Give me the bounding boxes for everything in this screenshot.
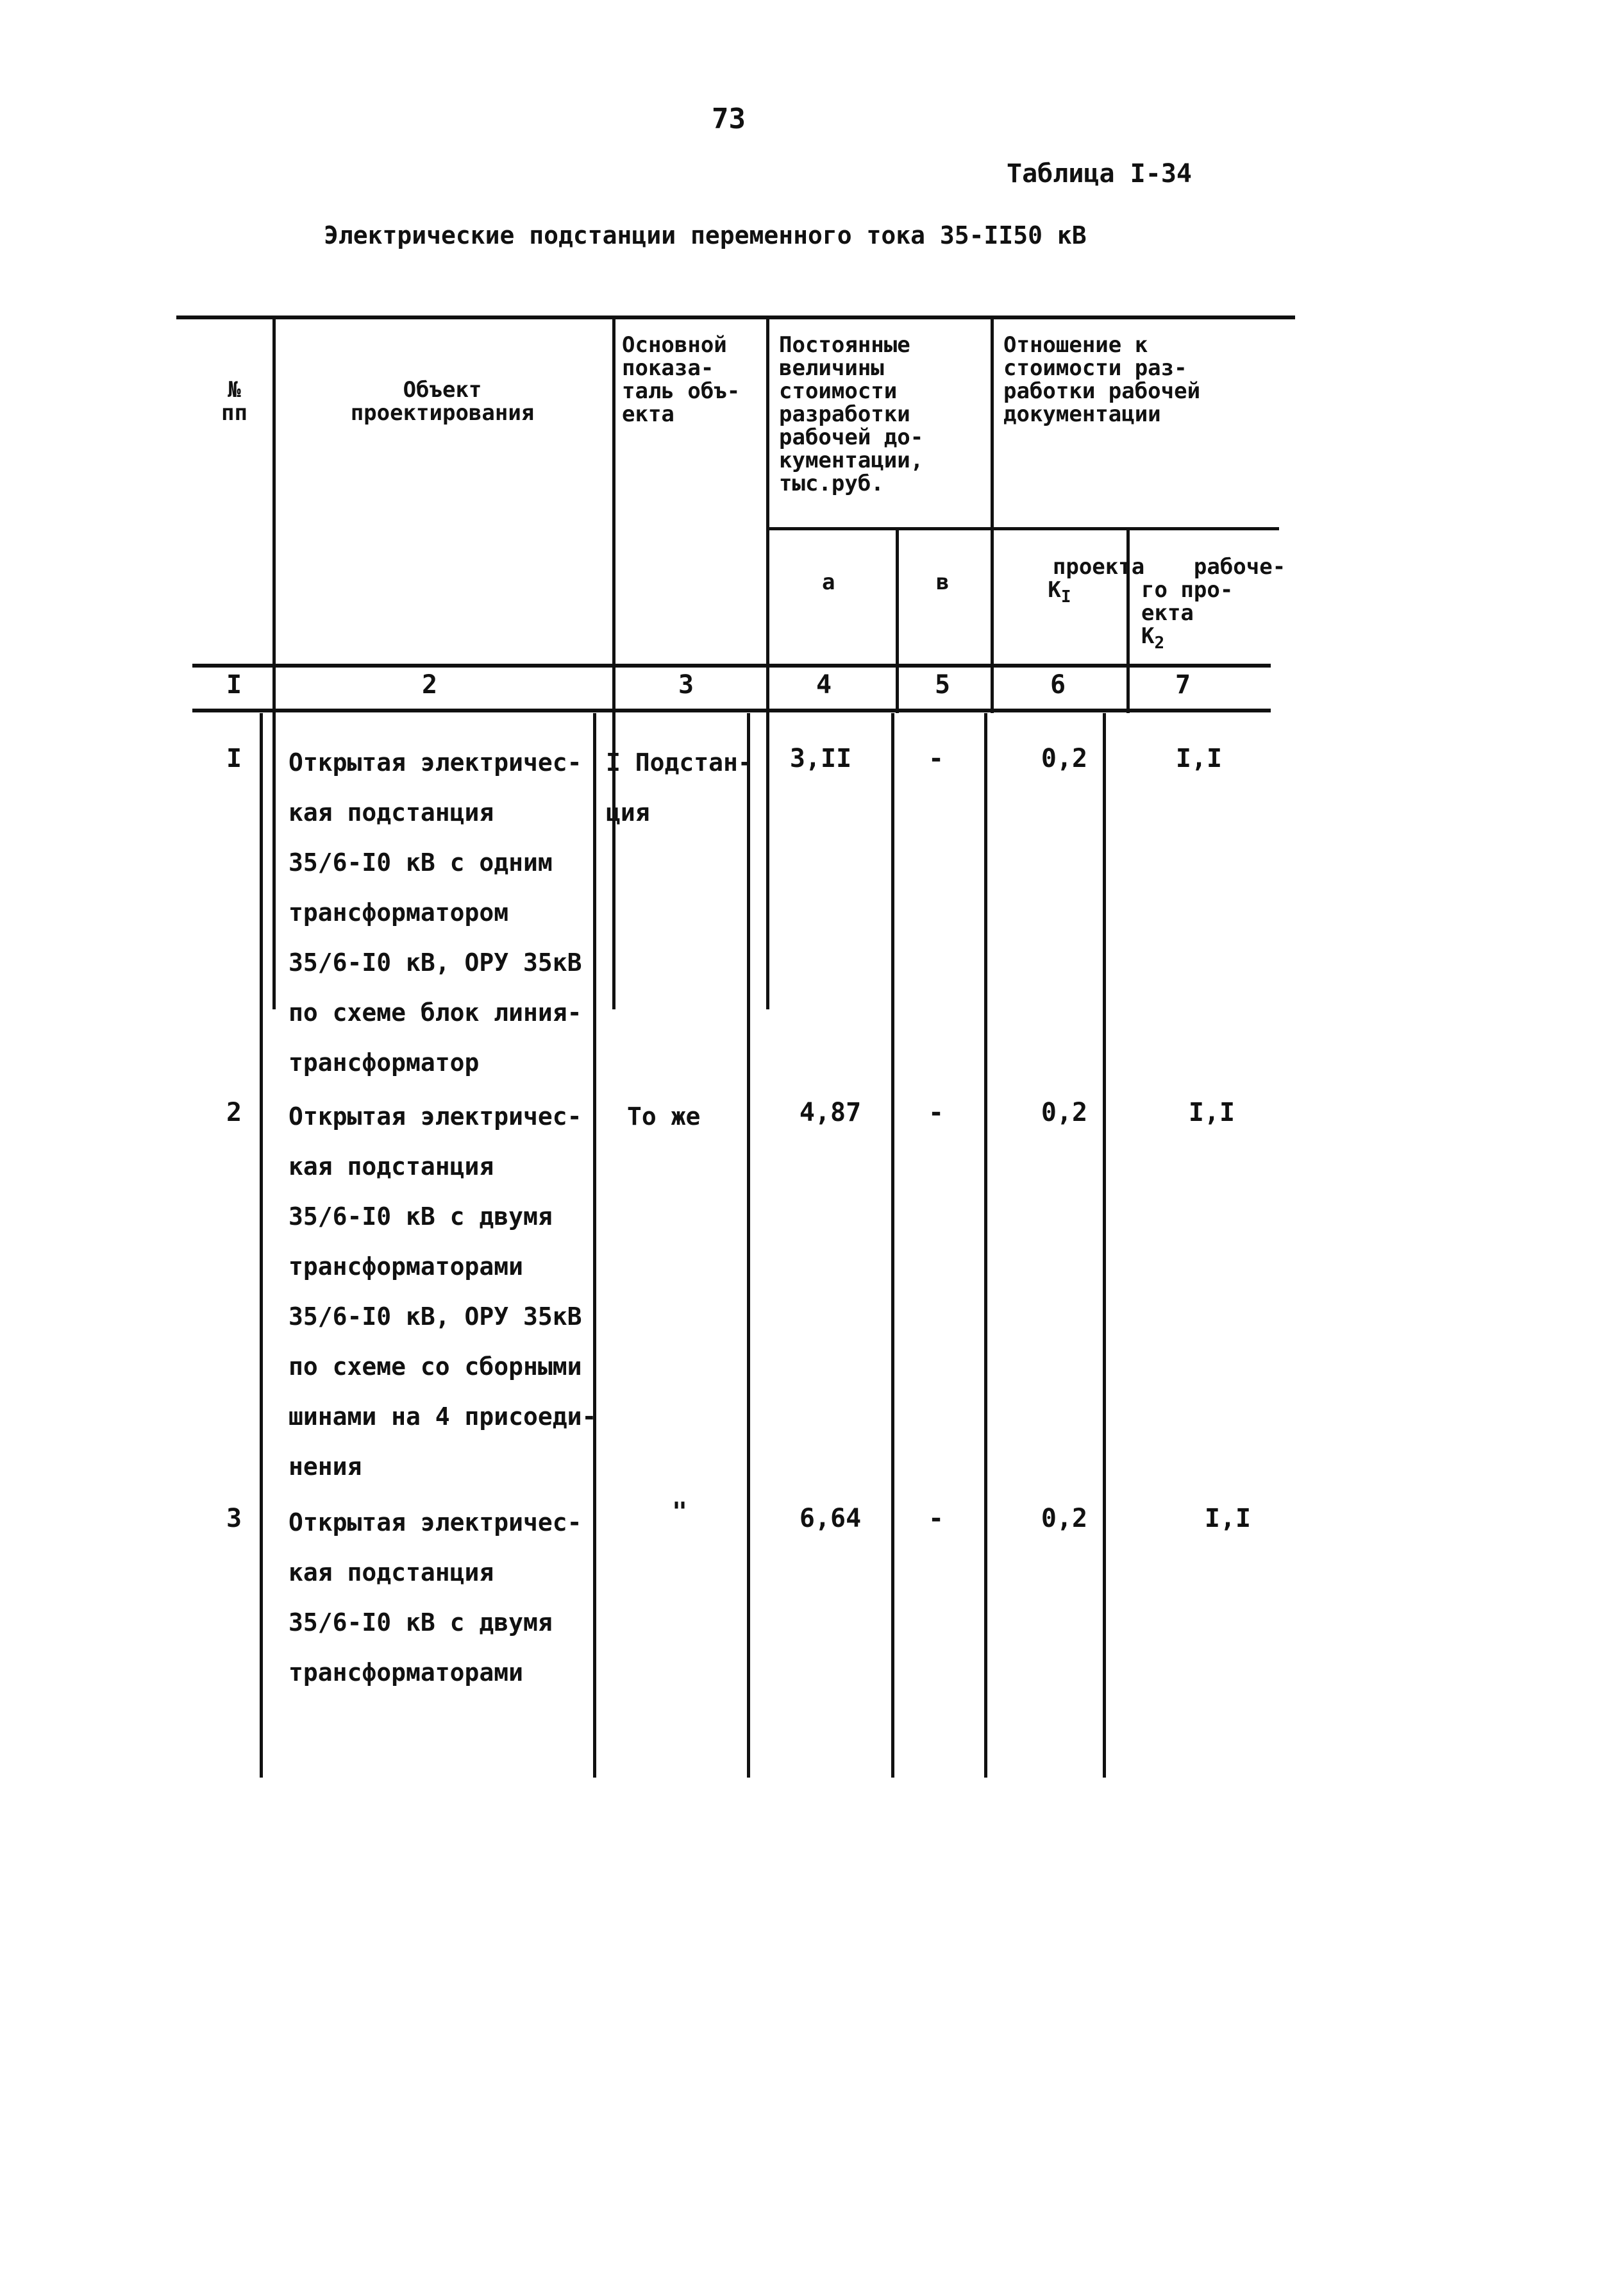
row-value-a: 4,87: [799, 1098, 862, 1127]
header-indicator: Основной показа- таль объ- екта: [622, 332, 741, 427]
row-k1: 0,2: [1041, 1504, 1088, 1533]
table-top-rule: [176, 316, 1295, 319]
row-k2: I,I: [1188, 1098, 1235, 1127]
row-indicator: I Подстан- ция: [606, 748, 753, 827]
header-col-working-project: [1141, 532, 1285, 678]
header-col-a: а: [822, 569, 835, 595]
subheader-rule: [766, 527, 1279, 530]
row-number: 2: [226, 1098, 242, 1127]
header-number: № пп: [221, 377, 247, 426]
header-col-working-project-text: рабоче- го про- екта К: [1141, 554, 1286, 649]
body-divider-6: [1103, 713, 1106, 1778]
col-divider-2: [612, 316, 615, 1009]
row-object: Открытая электричес- кая подстанция 35/6-I0 кВ с двумя трансформаторами: [289, 1508, 582, 1687]
col-divider-1: [272, 316, 276, 1009]
header-col-project: [1000, 532, 1145, 632]
body-divider-5: [984, 713, 987, 1778]
body-divider-1: [260, 713, 263, 1778]
row-k2: I,I: [1175, 744, 1223, 773]
column-number-6: 6: [1050, 670, 1066, 700]
header-col-working-project-sub: 2: [1154, 633, 1165, 653]
row-indicator: То же: [627, 1102, 701, 1131]
header-bottom-rule: [192, 664, 1271, 668]
row-number: I: [226, 744, 242, 773]
row-value-a: 3,II: [789, 744, 852, 773]
column-number-4: 4: [816, 670, 832, 700]
row-value-b: -: [928, 744, 944, 773]
body-divider-3: [747, 713, 750, 1778]
header-col-b: в: [936, 569, 950, 595]
column-number-3: 3: [678, 670, 694, 700]
numbers-bottom-rule: [192, 709, 1271, 712]
row-value-a: 6,64: [799, 1504, 862, 1533]
body-divider-4: [891, 713, 894, 1778]
row-number: 3: [226, 1504, 242, 1533]
row-object: Открытая электричес- кая подстанция 35/6-I0 кВ с двумя трансформаторами 35/6-I0 кВ, ОРУ 35кВ по схеме со сборными шинами на 4 присоеди- нения: [289, 1102, 597, 1481]
row-value-b: -: [928, 1098, 944, 1127]
column-number-7: 7: [1175, 670, 1191, 700]
header-object: Объект проектирования: [350, 377, 535, 426]
row-indicator: ": [671, 1497, 688, 1527]
header-col-project-text: проекта К: [1048, 554, 1145, 603]
row-k1: 0,2: [1041, 744, 1088, 773]
header-col-project-sub: I: [1060, 587, 1071, 607]
row-k2: I,I: [1204, 1504, 1251, 1533]
row-k1: 0,2: [1041, 1098, 1088, 1127]
col-divider-5: [991, 316, 994, 713]
table-caption: Таблица I-34: [1007, 159, 1192, 189]
column-number-1: I: [226, 670, 242, 700]
row-object: Открытая электричес- кая подстанция 35/6-I0 кВ с одним трансформатором 35/6-I0 кВ, ОРУ 35кВ по схеме блок линия- трансформатор: [289, 748, 582, 1077]
col-divider-4: [896, 527, 899, 713]
column-number-5: 5: [934, 670, 951, 700]
header-ratio: Отношение к стоимости раз- работки рабочей документации: [1003, 332, 1201, 427]
header-cost-constants: Постоянные величины стоимости разработки рабочей до- кументации, тыс.руб.: [779, 332, 924, 496]
column-number-2: 2: [421, 670, 438, 700]
col-divider-3: [766, 316, 769, 1009]
page-number: 73: [712, 103, 746, 135]
document-title: Электрические подстанции переменного тока 35-II50 кВ: [324, 221, 1087, 249]
row-value-b: -: [928, 1504, 944, 1533]
